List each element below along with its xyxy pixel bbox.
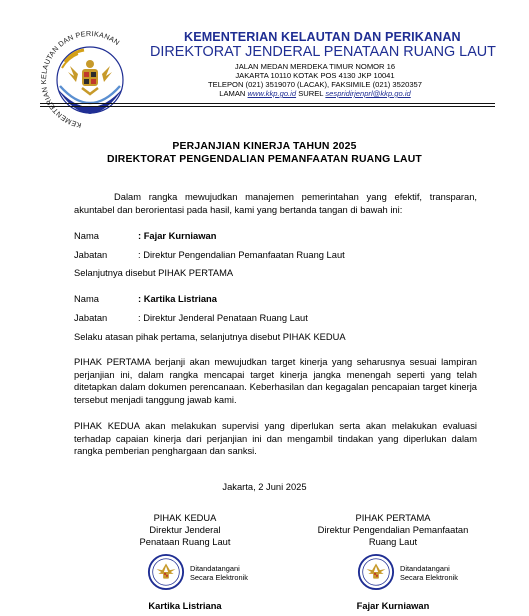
left-esign-stamp xyxy=(147,553,185,596)
party2-position-label: Jabatan xyxy=(74,313,108,323)
left-signature-block xyxy=(100,512,270,548)
party2-name-value: : Kartika Listriana xyxy=(138,294,217,304)
ministry-logo-icon xyxy=(38,28,142,132)
directorate-name: DIREKTORAT JENDERAL PENATAAN RUANG LAUT xyxy=(150,44,496,60)
right-esign-stamp xyxy=(357,553,395,596)
party1-name-row xyxy=(74,231,216,241)
right-signer-name: Fajar Kurniawan xyxy=(356,601,430,611)
right-esign-line1: Ditandatangani xyxy=(400,564,450,573)
left-esign-line1: Ditandatangani xyxy=(190,564,240,573)
web-label: LAMAN xyxy=(219,89,246,98)
right-title-line1: Direktur Pengendalian Pemanfaatan xyxy=(317,525,469,535)
email-link[interactable]: sespridirjenprl@kkp.go.id xyxy=(325,89,411,98)
party1-position-value: : Direktur Pengendalian Pemanfaatan Ruang Laut xyxy=(138,250,345,260)
party1-designation: Selanjutnya disebut PIHAK PERTAMA xyxy=(74,268,234,278)
left-esign-text xyxy=(190,564,248,582)
clause-first-party: PIHAK PERTAMA berjanji akan mewujudkan target kinerja yang seharusnya sesuai lampiran perjanjian ini, dalam rangka mencapai target kinerja jangka menengah seperti yang telah ditetapkan dalam dokumen perencanaan. Keberhasilan dan kegagalan pencapaian target kinerja tersebut menjadi tanggung jawab kami. xyxy=(74,357,477,405)
ministry-name: KEMENTERIAN KELAUTAN DAN PERIKANAN xyxy=(184,30,461,44)
header-rule-thin xyxy=(40,106,495,107)
right-title-line2: Ruang Laut xyxy=(368,537,418,547)
left-esign-line2: Secara Elektronik xyxy=(190,573,248,582)
party1-position-row xyxy=(74,250,345,260)
party2-position-value: : Direktur Jenderal Penataan Ruang Laut xyxy=(138,313,308,323)
party2-position-row xyxy=(74,313,308,323)
left-title-line2: Penataan Ruang Laut xyxy=(139,537,231,547)
document-subtitle: DIREKTORAT PENGENDALIAN PEMANFAATAN RUANG LAUT xyxy=(107,154,422,165)
document-title: PERJANJIAN KINERJA TAHUN 2025 xyxy=(172,141,357,152)
ministry-logo xyxy=(38,28,142,132)
right-signature-block xyxy=(298,512,488,548)
party1-name-value: : Fajar Kurniawan xyxy=(138,231,217,241)
contact-line xyxy=(160,89,470,99)
web-link[interactable]: www.kkp.go.id xyxy=(247,89,297,98)
right-esign-line2: Secara Elektronik xyxy=(400,573,458,582)
place-date: Jakarta, 2 Juni 2025 xyxy=(222,482,307,492)
party1-position-label: Jabatan xyxy=(74,250,108,260)
address-line-2: JAKARTA 10110 KOTAK POS 4130 JKP 10041 xyxy=(235,71,395,80)
clause-second-party: PIHAK KEDUA akan melakukan supervisi yang diperlukan serta akan melakukan evaluasi terhadap capaian kinerja dari perjanjian ini dan mengambil tindakan yang diperlukan dalam rangka pemberian penghargaan dan sanksi. xyxy=(74,421,477,457)
phone-line: TELEPON (021) 3519070 (LACAK), FAKSIMILE (021) 3520357 xyxy=(207,80,422,89)
party2-name-label: Nama xyxy=(74,294,99,304)
logo-ring-text: KEMENTERIAN KELAUTAN DAN PERIKANAN xyxy=(38,28,122,131)
party2-name-row xyxy=(74,294,217,304)
left-role: PIHAK KEDUA xyxy=(153,513,217,523)
header-rule-thick xyxy=(40,103,495,104)
left-signer-name: Kartika Listriana xyxy=(148,601,222,611)
garuda-seal-icon xyxy=(147,553,185,591)
party1-name-label: Nama xyxy=(74,231,99,241)
party2-designation: Selaku atasan pihak pertama, selanjutnya disebut PIHAK KEDUA xyxy=(74,332,346,342)
left-title-line1: Direktur Jenderal xyxy=(149,525,221,535)
right-esign-text xyxy=(400,564,458,582)
intro-paragraph: Dalam rangka mewujudkan manajemen pemerintahan yang efektif, transparan, akuntabel dan berorientasi pada hasil, kami yang bertanda tangan di bawah ini: xyxy=(74,192,477,215)
garuda-seal-icon xyxy=(357,553,395,591)
email-label: SUREL xyxy=(298,89,324,98)
right-role: PIHAK PERTAMA xyxy=(355,513,431,523)
address-line-1: JALAN MEDAN MERDEKA TIMUR NOMOR 16 xyxy=(234,62,396,71)
